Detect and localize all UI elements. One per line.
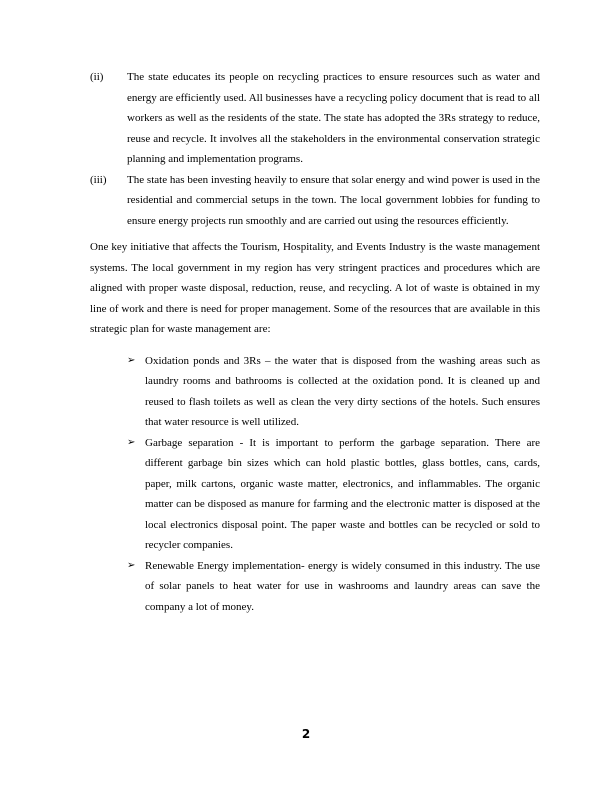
item-text: The state educates its people on recycling practices to ensure resources such as water and energy are efficiently used. All businesses have a recycling policy document that is read to all workers as well as the residents of the state. The state has adopted the 3Rs strategy to reduce, reuse and recycle. It involves all the stakeholders in the environmental conservation strategic planning and implementation programs.: [127, 71, 540, 165]
item-label: (ii): [90, 71, 104, 83]
list-item: [127, 351, 540, 433]
arrow-bullet-icon: ➢: [127, 559, 136, 571]
list-item: [127, 556, 540, 618]
arrow-bullet-icon: ➢: [127, 354, 136, 366]
numbered-item-iii: [90, 170, 540, 232]
list-item-text: Oxidation ponds and 3Rs – the water that is disposed from the washing areas such as laundry rooms and bathrooms is collected at the oxidation pond. It is cleaned up and reused to flash toilets as well as clean the very dirty sections of the hotels. Such ensures that water resource is well utilized.: [145, 354, 540, 428]
item-text: The state has been investing heavily to ensure that solar energy and wind power is used in the residential and commercial setups in the town. The local government lobbies for funding to ensure energy projects run smoothly and are carried out using the resources efficiently.: [127, 173, 540, 227]
list-item-text: Renewable Energy implementation- energy is widely consumed in this industry. The use of solar panels to heat water for use in washrooms and laundry areas can save the company a lot of money.: [145, 559, 540, 613]
body-paragraph: One key initiative that affects the Tourism, Hospitality, and Events Industry is the waste management systems. The local government in my region has very stringent practices and procedures which are aligned with proper waste disposal, reduction, reuse, and recycling. A lot of waste is obtained in my line of work and there is need for proper management. Some of the resources that are available in this strategic plan for waste management are:: [90, 241, 540, 335]
bullet-list: [90, 351, 540, 618]
arrow-bullet-icon: ➢: [127, 436, 136, 448]
numbered-item-ii: [90, 67, 540, 170]
page-number: 2: [301, 727, 311, 741]
list-item: [127, 433, 540, 556]
item-label: (iii): [90, 173, 107, 186]
list-item-text: Garbage separation - It is important to perform the garbage separation. There are different garbage bin sizes which can hold plastic bottles, glass bottles, cans, cards, paper, milk cartons, organic waste matter, electronics, and inflammables. The organic matter can be disposed as manure for farming and the electronic matter is disposed at the local electronics disposal point. The paper waste and bottles can be recycled or sold to recycler companies.: [145, 436, 540, 551]
page-content: [90, 67, 540, 617]
